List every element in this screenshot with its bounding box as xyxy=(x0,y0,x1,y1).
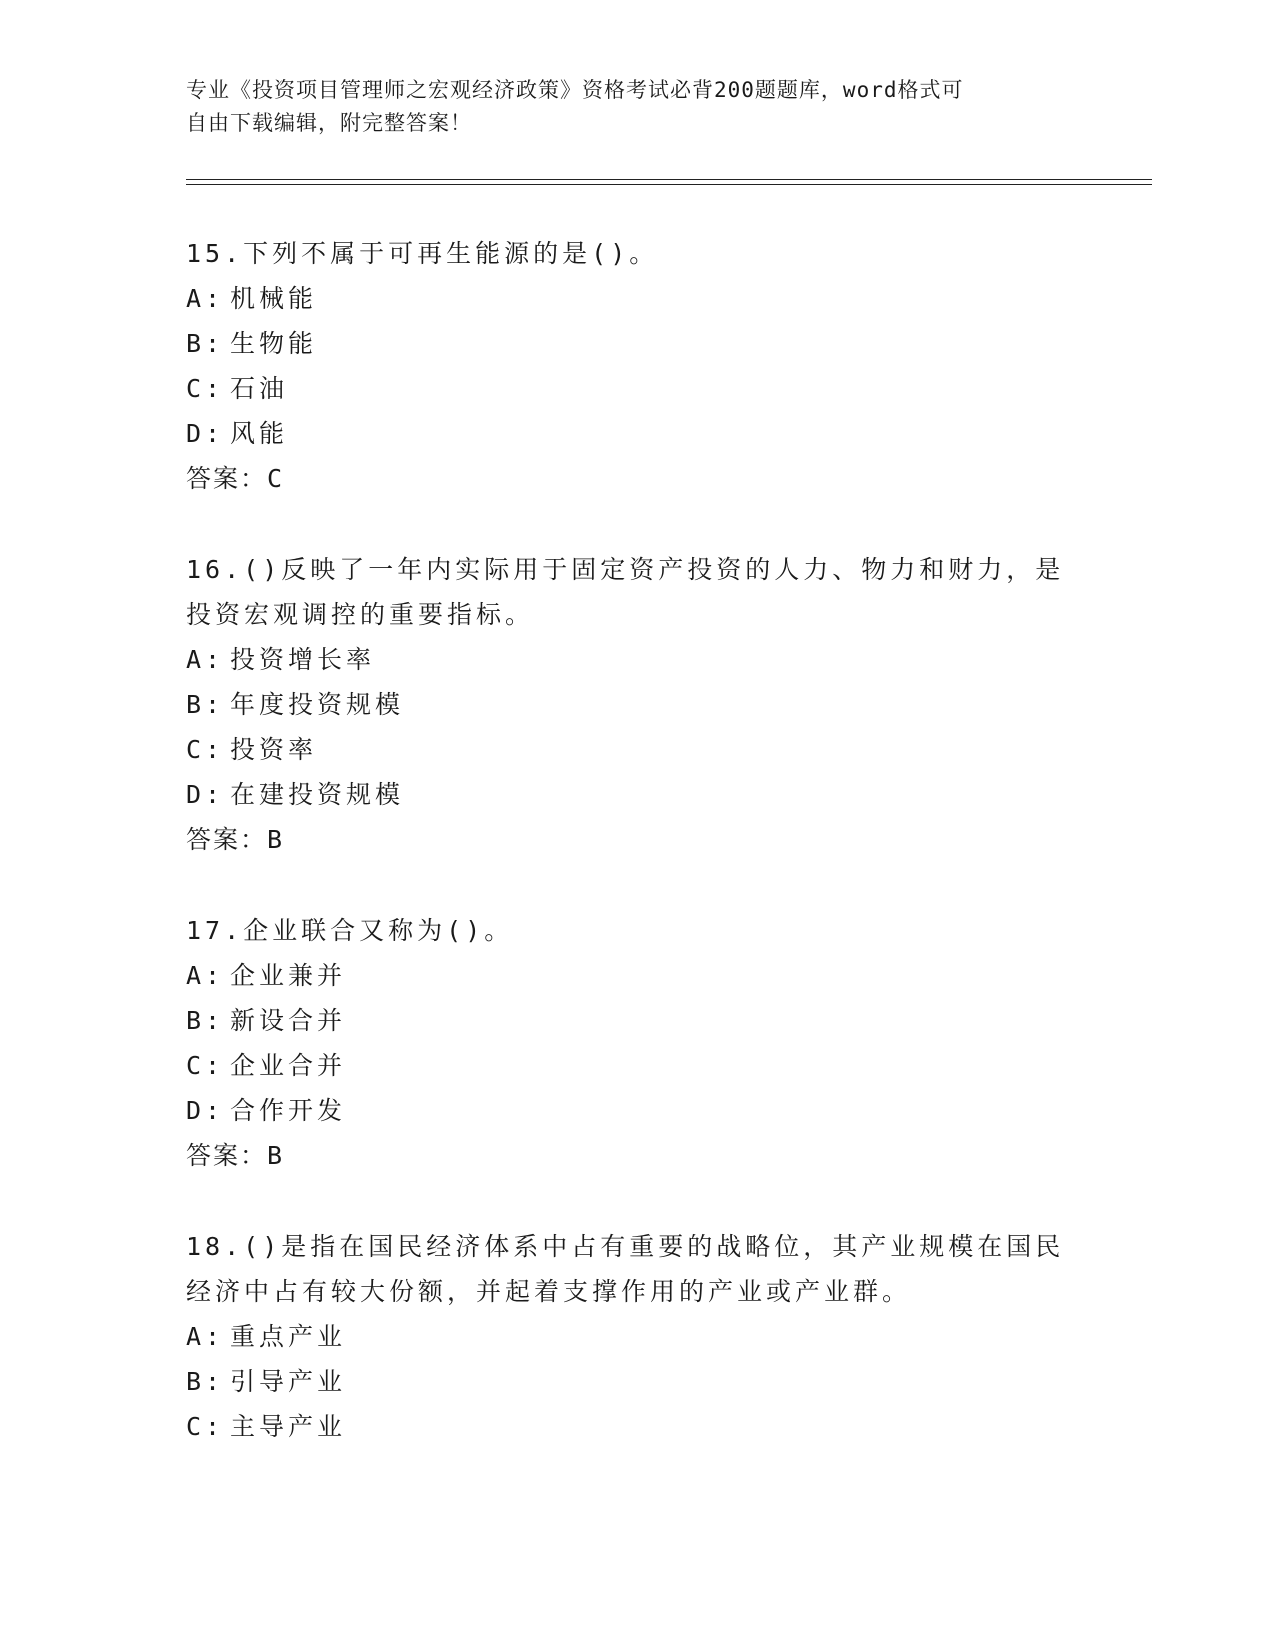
option-text: 投资增长率 xyxy=(230,645,376,674)
header-divider xyxy=(186,179,1152,185)
option-a xyxy=(186,637,1086,682)
question-text: 17.企业联合又称为()。 xyxy=(186,916,514,945)
option-d xyxy=(186,411,1086,456)
option-text: 石油 xyxy=(230,374,289,403)
option-a xyxy=(186,1314,1086,1359)
option-key: D: xyxy=(186,780,225,809)
option-b xyxy=(186,321,1086,366)
option-key: A: xyxy=(186,1322,225,1351)
option-key: C: xyxy=(186,1051,225,1080)
option-b xyxy=(186,1359,1086,1404)
option-text: 风能 xyxy=(230,419,289,448)
option-text: 投资率 xyxy=(230,735,318,764)
option-b xyxy=(186,682,1086,727)
answer-line: 答案：B xyxy=(186,825,285,854)
question-text: 15.下列不属于可再生能源的是()。 xyxy=(186,239,659,268)
option-text: 引导产业 xyxy=(230,1367,347,1396)
option-c xyxy=(186,727,1086,772)
option-text: 在建投资规模 xyxy=(230,780,405,809)
option-c xyxy=(186,1404,1086,1449)
option-text: 合作开发 xyxy=(230,1096,347,1125)
question-text: 18.()是指在国民经济体系中占有重要的战略位，其产业规模在国民经济中占有较大份额，并起着支撑作用的产业或产业群。 xyxy=(186,1232,1065,1306)
answer-line: 答案：C xyxy=(186,464,285,493)
option-c xyxy=(186,366,1086,411)
option-key: B: xyxy=(186,690,225,719)
option-text: 新设合并 xyxy=(230,1006,347,1035)
option-key: C: xyxy=(186,735,225,764)
header-line-2: 自由下载编辑，附完整答案！ xyxy=(186,111,472,135)
option-key: A: xyxy=(186,961,225,990)
option-key: C: xyxy=(186,1412,225,1441)
question-16 xyxy=(186,547,1086,862)
option-key: D: xyxy=(186,1096,225,1125)
question-17 xyxy=(186,908,1086,1178)
answer-line: 答案：B xyxy=(186,1141,285,1170)
option-c xyxy=(186,1043,1086,1088)
option-b xyxy=(186,998,1086,1043)
option-text: 企业兼并 xyxy=(230,961,347,990)
option-text: 重点产业 xyxy=(230,1322,347,1351)
option-text: 生物能 xyxy=(230,329,318,358)
option-text: 企业合并 xyxy=(230,1051,347,1080)
option-a xyxy=(186,276,1086,321)
document-header xyxy=(186,74,1066,140)
question-15 xyxy=(186,231,1086,501)
question-list xyxy=(186,231,1086,1495)
option-key: A: xyxy=(186,284,225,313)
option-key: B: xyxy=(186,1006,225,1035)
option-key: C: xyxy=(186,374,225,403)
option-key: B: xyxy=(186,1367,225,1396)
option-key: B: xyxy=(186,329,225,358)
question-text: 16.()反映了一年内实际用于固定资产投资的人力、物力和财力，是投资宏观调控的重要指标。 xyxy=(186,555,1065,629)
option-text: 主导产业 xyxy=(230,1412,347,1441)
question-18 xyxy=(186,1224,1086,1449)
option-key: A: xyxy=(186,645,225,674)
option-text: 机械能 xyxy=(230,284,318,313)
header-line-1: 专业《投资项目管理师之宏观经济政策》资格考试必背200题题库，word格式可 xyxy=(186,78,964,102)
option-d xyxy=(186,1088,1086,1133)
option-d xyxy=(186,772,1086,817)
option-a xyxy=(186,953,1086,998)
option-key: D: xyxy=(186,419,225,448)
option-text: 年度投资规模 xyxy=(230,690,405,719)
